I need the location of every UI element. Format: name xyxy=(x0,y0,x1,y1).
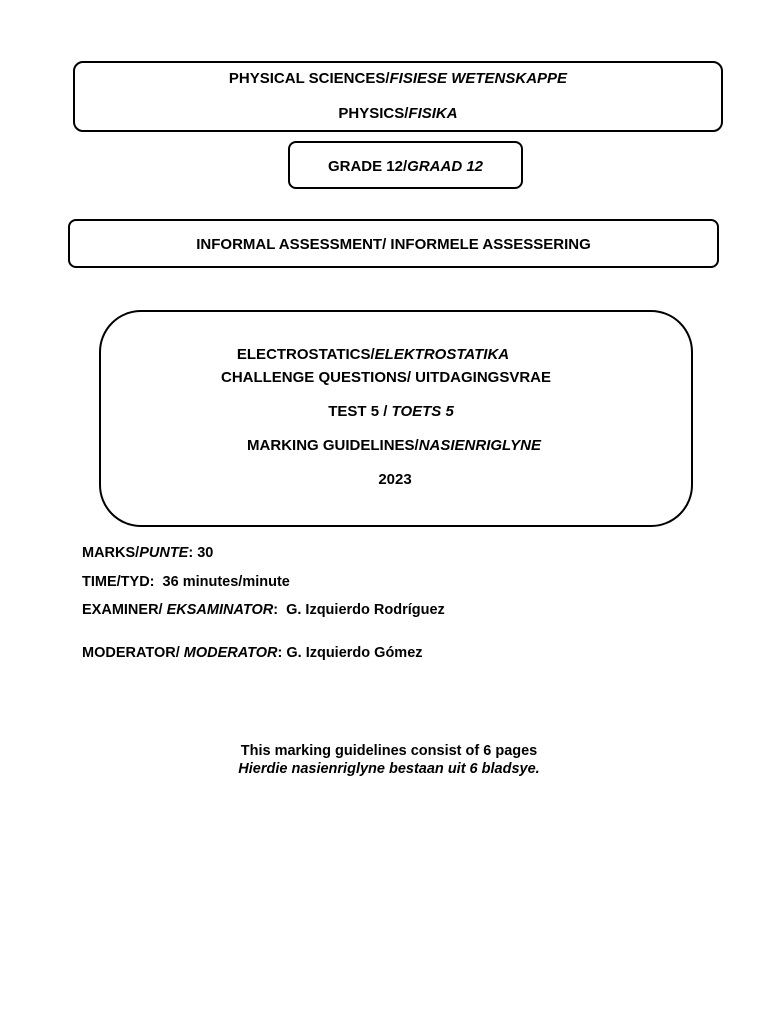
test-number xyxy=(91,403,691,420)
paper-en: PHYSICS/ xyxy=(338,105,409,122)
grade-box xyxy=(288,141,523,189)
subject-title xyxy=(75,70,721,87)
marks-line xyxy=(82,545,213,561)
topic-en: ELECTROSTATICS/ xyxy=(236,346,375,363)
examiner-label-af: EKSAMINATOR xyxy=(166,602,274,618)
grade-af: GRAAD 12 xyxy=(407,158,484,175)
test-details-box xyxy=(99,310,693,527)
moderator-label-af: MODERATOR xyxy=(183,645,278,661)
marks-label-en: MARKS/ xyxy=(82,545,140,561)
challenge-title: CHALLENGE QUESTIONS/ UITDAGINGSVRAE xyxy=(220,369,552,386)
marks-label-af: PUNTE xyxy=(139,545,189,561)
time-label: TIME/TYD: xyxy=(82,574,155,590)
assessment-title: INFORMAL ASSESSMENT/ INFORMELE ASSESSERING xyxy=(196,236,591,253)
test-en: TEST 5 / xyxy=(328,403,392,420)
examiner-label-en: EXAMINER/ xyxy=(82,602,167,618)
grade-title xyxy=(290,158,521,175)
test-af: TOETS 5 xyxy=(391,403,454,420)
marking-en: MARKING GUIDELINES/ xyxy=(247,437,419,454)
time-value: 36 minutes/minute xyxy=(154,574,290,590)
moderator-line xyxy=(82,645,423,661)
marking-guidelines-title xyxy=(97,437,691,454)
page-count-en: This marking guidelines consist of 6 pages xyxy=(240,743,538,759)
subject-af: FISIESE WETENSKAPPE xyxy=(389,70,568,87)
topic-title xyxy=(55,346,691,363)
marking-af: NASIENRIGLYNE xyxy=(418,437,541,454)
marks-value: : 30 xyxy=(188,545,214,561)
page-count-af: Hierdie nasienriglyne bestaan uit 6 bladsye. xyxy=(238,761,540,777)
moderator-label-en: MODERATOR/ xyxy=(82,645,184,661)
paper-af: FISIKA xyxy=(408,105,458,122)
assessment-box xyxy=(68,219,719,268)
paper-title xyxy=(75,105,721,122)
grade-en: GRADE 12/ xyxy=(327,158,408,175)
topic-af: ELEKTROSTATIKA xyxy=(374,346,510,363)
examiner-value: : G. Izquierdo Rodríguez xyxy=(273,602,445,618)
year: 2023 xyxy=(378,471,412,488)
subject-en: PHYSICAL SCIENCES/ xyxy=(228,70,390,87)
subject-box xyxy=(73,61,723,132)
examiner-line xyxy=(82,602,445,618)
moderator-value: : G. Izquierdo Gómez xyxy=(277,645,423,661)
time-line xyxy=(82,574,290,590)
